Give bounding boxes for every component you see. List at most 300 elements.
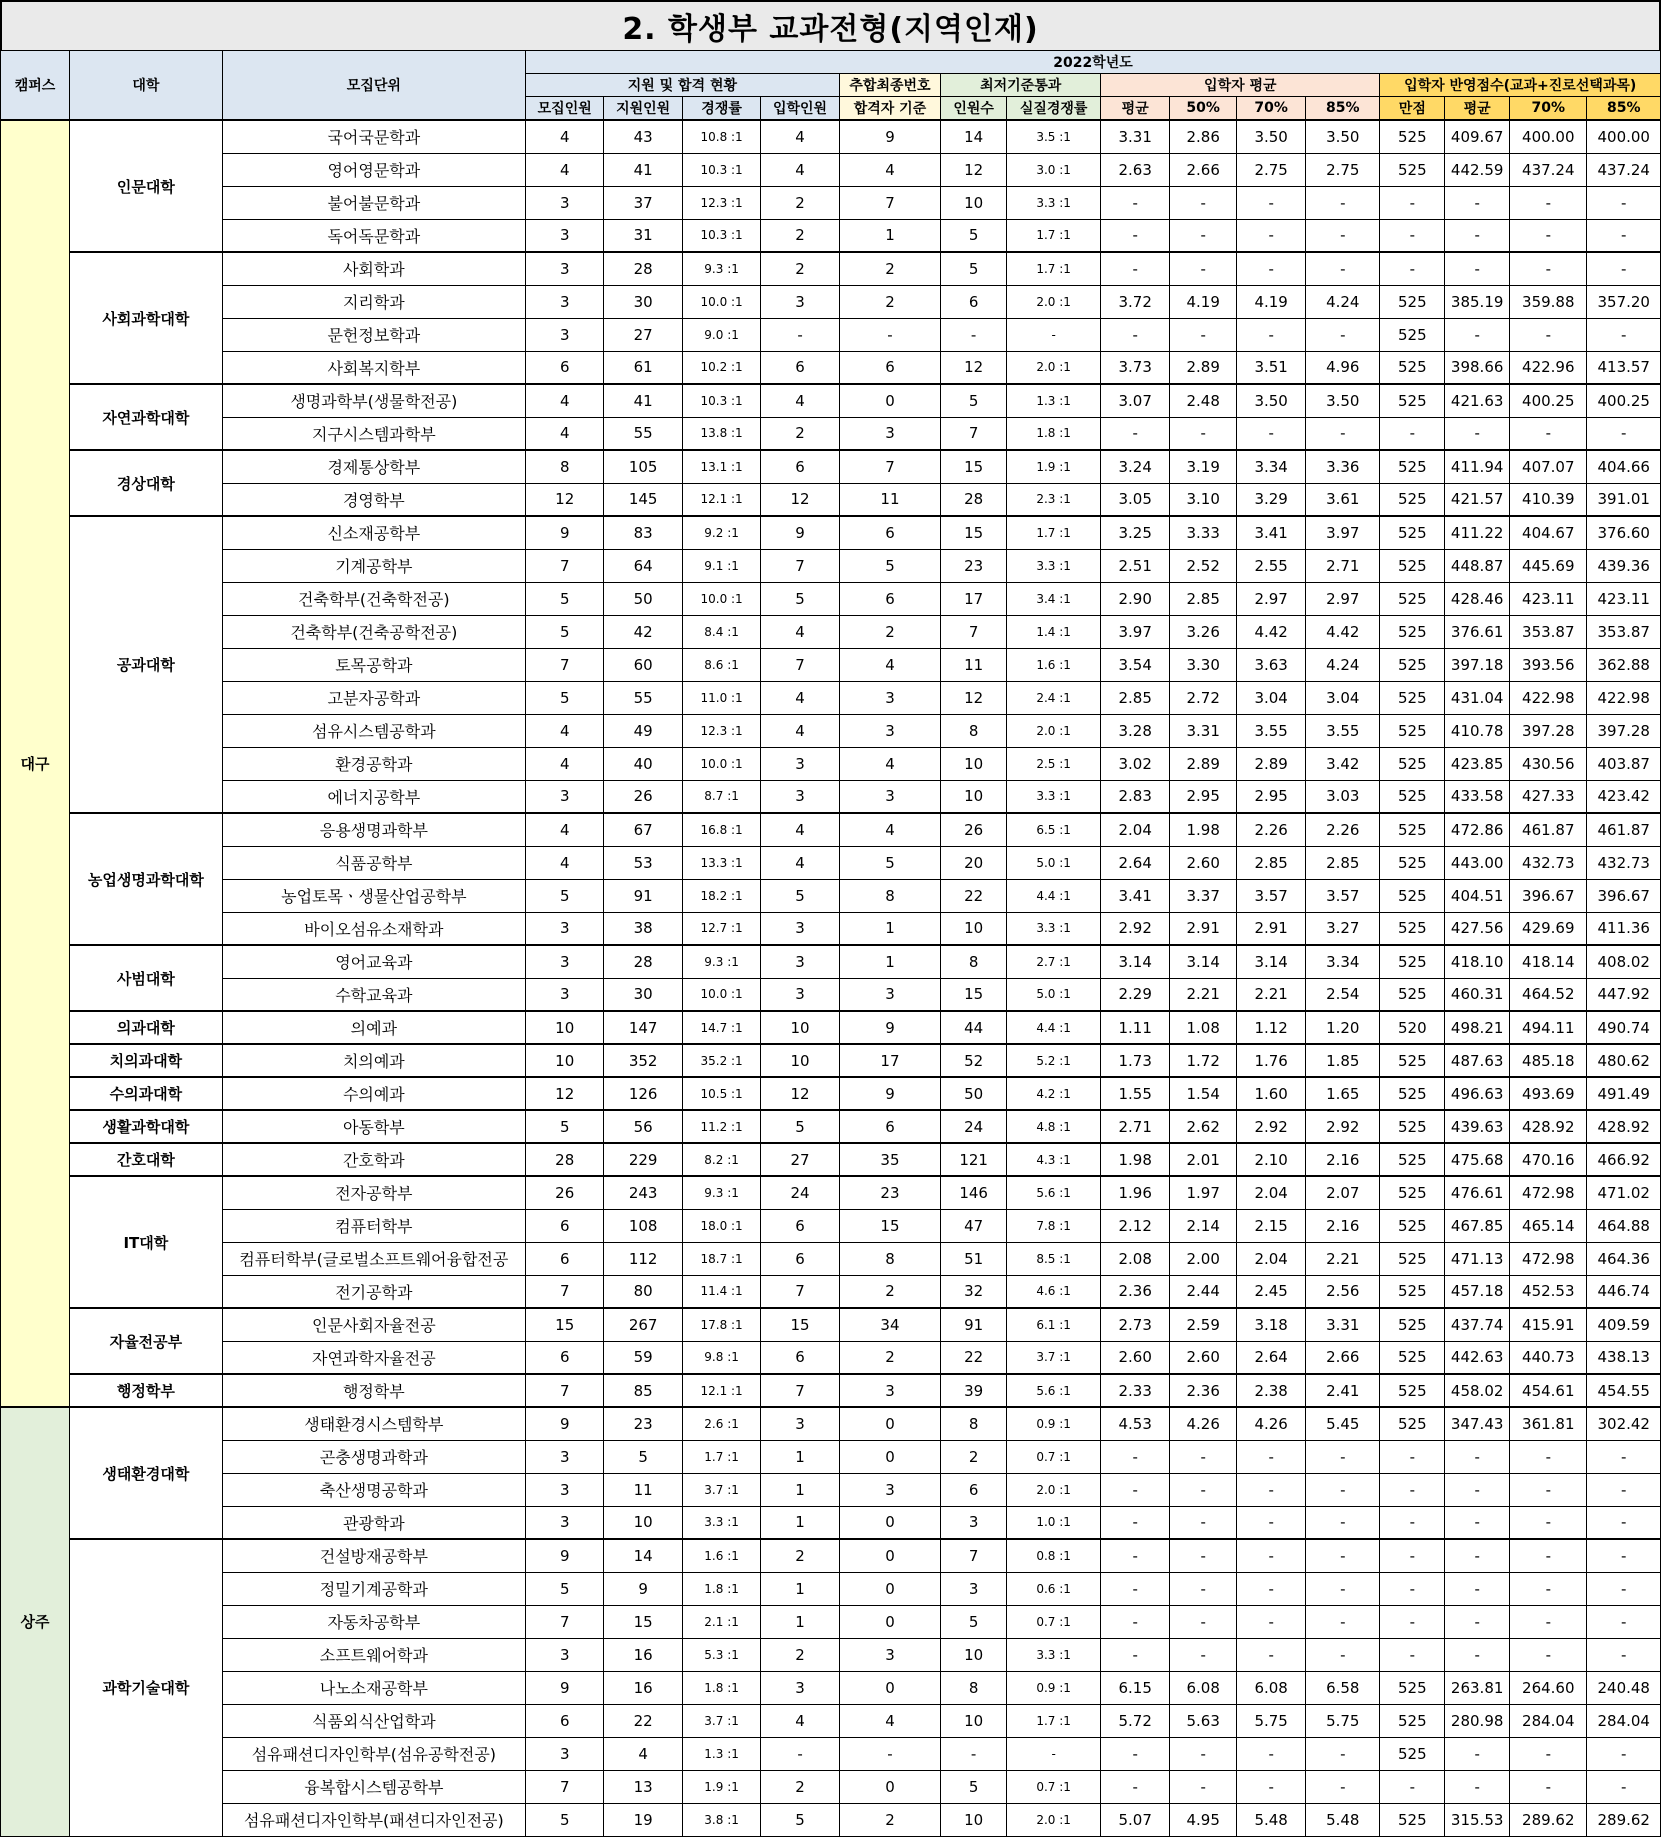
value-cell: 35 [839, 1143, 940, 1176]
value-cell: 3 [761, 945, 839, 978]
value-cell: 6.15 [1101, 1671, 1170, 1704]
value-cell: 17 [941, 582, 1007, 615]
value-cell: - [1445, 1638, 1510, 1671]
value-cell: 2.97 [1237, 582, 1306, 615]
value-cell: 4.4 :1 [1007, 879, 1101, 912]
value-cell: 2.92 [1306, 1110, 1380, 1143]
value-cell: 0 [839, 1605, 940, 1638]
value-cell: 461.87 [1587, 813, 1661, 846]
value-cell: 2.66 [1306, 1341, 1380, 1374]
value-cell: 2.91 [1237, 912, 1306, 945]
value-cell: - [1445, 1473, 1510, 1506]
value-cell: 7 [526, 1275, 604, 1308]
value-cell: 15 [839, 1209, 940, 1242]
value-cell: 2 [839, 1803, 940, 1836]
header-col: 합격자 기준 [839, 97, 940, 121]
value-cell: 3 [839, 1473, 940, 1506]
header-col: 85% [1306, 97, 1380, 121]
value-cell: - [1380, 1572, 1445, 1605]
value-cell: 2.60 [1101, 1341, 1170, 1374]
value-cell: - [1306, 1638, 1380, 1671]
value-cell: 3.42 [1306, 747, 1380, 780]
table-row [1, 186, 1661, 219]
value-cell: - [1237, 1473, 1306, 1506]
value-cell: 3.34 [1237, 450, 1306, 483]
table-row [1, 1803, 1661, 1836]
header-col: 평균 [1101, 97, 1170, 121]
campus-cell: 상주 [1, 1407, 70, 1836]
value-cell: 410.78 [1445, 714, 1510, 747]
value-cell: - [1237, 252, 1306, 285]
value-cell: 411.22 [1445, 516, 1510, 549]
value-cell: - [1587, 1440, 1661, 1473]
unit-cell: 국어국문학과 [222, 120, 525, 153]
value-cell: 2.56 [1306, 1275, 1380, 1308]
value-cell: 464.36 [1587, 1242, 1661, 1275]
value-cell: 2.21 [1170, 978, 1237, 1011]
value-cell: 439.36 [1587, 549, 1661, 582]
value-cell: 3 [839, 1638, 940, 1671]
value-cell: 40 [604, 747, 682, 780]
value-cell: 494.11 [1510, 1011, 1587, 1044]
unit-cell: 식품공학부 [222, 846, 525, 879]
value-cell: 5.0 :1 [1007, 846, 1101, 879]
value-cell: 27 [604, 318, 682, 351]
value-cell: 2.51 [1101, 549, 1170, 582]
value-cell: 80 [604, 1275, 682, 1308]
value-cell: 2.29 [1101, 978, 1170, 1011]
value-cell: 11 [941, 648, 1007, 681]
value-cell: 4 [761, 384, 839, 417]
value-cell: - [1237, 417, 1306, 450]
value-cell: 3.18 [1237, 1308, 1306, 1341]
value-cell: 5.63 [1170, 1704, 1237, 1737]
value-cell: 525 [1380, 1143, 1445, 1176]
value-cell: - [1237, 1572, 1306, 1605]
value-cell: 11.4 :1 [682, 1275, 760, 1308]
value-cell: 423.11 [1510, 582, 1587, 615]
value-cell: 2 [839, 1275, 940, 1308]
value-cell: 3.7 :1 [682, 1473, 760, 1506]
value-cell: 3 [839, 417, 940, 450]
value-cell: 12 [941, 351, 1007, 384]
value-cell: 284.04 [1510, 1704, 1587, 1737]
table-row [1, 978, 1661, 1011]
value-cell: 457.18 [1445, 1275, 1510, 1308]
value-cell: 1.6 :1 [1007, 648, 1101, 681]
unit-cell: 섬유패션디자인학부(섬유공학전공) [222, 1737, 525, 1770]
value-cell: 2.85 [1170, 582, 1237, 615]
value-cell: 17.8 :1 [682, 1308, 760, 1341]
value-cell: 445.69 [1510, 549, 1587, 582]
value-cell: 461.87 [1510, 813, 1587, 846]
value-cell: 10.5 :1 [682, 1077, 760, 1110]
unit-cell: 신소재공학부 [222, 516, 525, 549]
value-cell: 2.04 [1237, 1242, 1306, 1275]
value-cell: 83 [604, 516, 682, 549]
header-group-apply: 지원 및 합격 현황 [526, 74, 840, 97]
value-cell: - [1170, 1737, 1237, 1770]
value-cell: - [1380, 1539, 1445, 1572]
table-row [1, 351, 1661, 384]
value-cell: 4 [526, 747, 604, 780]
value-cell: 427.33 [1510, 780, 1587, 813]
unit-cell: 영어영문학과 [222, 153, 525, 186]
value-cell: 409.59 [1587, 1308, 1661, 1341]
value-cell: 454.61 [1510, 1374, 1587, 1407]
college-cell: 행정학부 [70, 1374, 223, 1407]
value-cell: 4 [761, 1704, 839, 1737]
value-cell: 3.54 [1101, 648, 1170, 681]
value-cell: 1.9 :1 [1007, 450, 1101, 483]
value-cell: 376.60 [1587, 516, 1661, 549]
value-cell: 5 [839, 846, 940, 879]
value-cell: 525 [1380, 450, 1445, 483]
value-cell: 23 [839, 1176, 940, 1209]
value-cell: - [941, 1737, 1007, 1770]
unit-cell: 전기공학과 [222, 1275, 525, 1308]
value-cell: 1.4 :1 [1007, 615, 1101, 648]
value-cell: 2 [761, 1638, 839, 1671]
value-cell: 415.91 [1510, 1308, 1587, 1341]
value-cell: 525 [1380, 1077, 1445, 1110]
value-cell: - [1510, 1638, 1587, 1671]
unit-cell: 건설방재공학부 [222, 1539, 525, 1572]
value-cell: 2 [839, 252, 940, 285]
value-cell: 2.0 :1 [1007, 714, 1101, 747]
value-cell: - [1510, 1572, 1587, 1605]
value-cell: 2.08 [1101, 1242, 1170, 1275]
value-cell: 413.57 [1587, 351, 1661, 384]
value-cell: 398.66 [1445, 351, 1510, 384]
value-cell: 264.60 [1510, 1671, 1587, 1704]
unit-cell: 식품외식산업학과 [222, 1704, 525, 1737]
table-row [1, 219, 1661, 252]
unit-cell: 인문사회자율전공 [222, 1308, 525, 1341]
value-cell: 2 [941, 1440, 1007, 1473]
value-cell: 1.11 [1101, 1011, 1170, 1044]
value-cell: 439.63 [1445, 1110, 1510, 1143]
value-cell: 0 [839, 1572, 940, 1605]
value-cell: 8 [526, 450, 604, 483]
value-cell: 3 [839, 714, 940, 747]
value-cell: 454.55 [1587, 1374, 1661, 1407]
value-cell: 108 [604, 1209, 682, 1242]
value-cell: 6 [941, 1473, 1007, 1506]
college-cell: 생활과학대학 [70, 1110, 223, 1143]
value-cell: 1.8 :1 [682, 1572, 760, 1605]
value-cell: 4.96 [1306, 351, 1380, 384]
table-row [1, 1638, 1661, 1671]
table-row [1, 681, 1661, 714]
value-cell: 525 [1380, 1275, 1445, 1308]
value-cell: - [1445, 1506, 1510, 1539]
value-cell: - [1306, 1737, 1380, 1770]
table-row [1, 582, 1661, 615]
value-cell: 8.7 :1 [682, 780, 760, 813]
value-cell: 1.0 :1 [1007, 1506, 1101, 1539]
value-cell: 55 [604, 417, 682, 450]
header-group-min: 최저기준통과 [941, 74, 1101, 97]
unit-cell: 컴퓨터학부 [222, 1209, 525, 1242]
table-row [1, 549, 1661, 582]
value-cell: 3.57 [1237, 879, 1306, 912]
value-cell: 432.73 [1587, 846, 1661, 879]
value-cell: 2.63 [1101, 153, 1170, 186]
value-cell: 3.7 :1 [682, 1704, 760, 1737]
value-cell: 6 [526, 351, 604, 384]
unit-cell: 생명과학부(생물학전공) [222, 384, 525, 417]
value-cell: - [839, 318, 940, 351]
table-row [1, 846, 1661, 879]
value-cell: 2.95 [1170, 780, 1237, 813]
value-cell: 446.74 [1587, 1275, 1661, 1308]
value-cell: 5 [941, 384, 1007, 417]
college-cell: 의과대학 [70, 1011, 223, 1044]
value-cell: 400.00 [1587, 120, 1661, 153]
value-cell: 28 [941, 483, 1007, 516]
table-row [1, 1407, 1661, 1440]
value-cell: 3.04 [1237, 681, 1306, 714]
table-row [1, 747, 1661, 780]
value-cell: - [1380, 252, 1445, 285]
value-cell: 64 [604, 549, 682, 582]
value-cell: 1 [761, 1605, 839, 1638]
value-cell: - [1380, 1638, 1445, 1671]
value-cell: 2.52 [1170, 549, 1237, 582]
value-cell: - [1101, 1506, 1170, 1539]
value-cell: 6.58 [1306, 1671, 1380, 1704]
value-cell: 357.20 [1587, 285, 1661, 318]
value-cell: 3.02 [1101, 747, 1170, 780]
table-row [1, 120, 1661, 153]
value-cell: 3.50 [1237, 384, 1306, 417]
value-cell: 400.25 [1587, 384, 1661, 417]
value-cell: 8 [941, 945, 1007, 978]
value-cell: 525 [1380, 1308, 1445, 1341]
value-cell: 1.98 [1170, 813, 1237, 846]
value-cell: 525 [1380, 846, 1445, 879]
value-cell: - [1445, 1539, 1510, 1572]
value-cell: 8.6 :1 [682, 648, 760, 681]
value-cell: 3.37 [1170, 879, 1237, 912]
value-cell: 2.04 [1101, 813, 1170, 846]
value-cell: 10 [941, 1803, 1007, 1836]
value-cell: 4 [839, 648, 940, 681]
value-cell: 5.75 [1237, 1704, 1306, 1737]
value-cell: 472.98 [1510, 1242, 1587, 1275]
value-cell: 1.96 [1101, 1176, 1170, 1209]
value-cell: 2.89 [1170, 351, 1237, 384]
value-cell: 26 [941, 813, 1007, 846]
value-cell: 4 [761, 681, 839, 714]
value-cell: 3.31 [1101, 120, 1170, 153]
value-cell: 1.73 [1101, 1044, 1170, 1077]
college-cell: 농업생명과학대학 [70, 813, 223, 945]
value-cell: 525 [1380, 813, 1445, 846]
value-cell: 19 [604, 1803, 682, 1836]
table-row [1, 879, 1661, 912]
value-cell: - [1170, 252, 1237, 285]
value-cell: 2.66 [1170, 153, 1237, 186]
table-row [1, 1341, 1661, 1374]
value-cell: 146 [941, 1176, 1007, 1209]
value-cell: 0.8 :1 [1007, 1539, 1101, 1572]
value-cell: 0 [839, 1407, 940, 1440]
value-cell: 3.29 [1237, 483, 1306, 516]
value-cell: 16 [604, 1638, 682, 1671]
value-cell: - [761, 318, 839, 351]
value-cell: 421.57 [1445, 483, 1510, 516]
value-cell: 49 [604, 714, 682, 747]
value-cell: 397.18 [1445, 648, 1510, 681]
value-cell: 10.0 :1 [682, 747, 760, 780]
value-cell: 3.14 [1101, 945, 1170, 978]
value-cell: 6 [526, 1704, 604, 1737]
value-cell: 525 [1380, 1176, 1445, 1209]
value-cell: 3.7 :1 [1007, 1341, 1101, 1374]
value-cell: 284.04 [1587, 1704, 1661, 1737]
table-row [1, 1572, 1661, 1605]
value-cell: 3.28 [1101, 714, 1170, 747]
table-row [1, 1275, 1661, 1308]
value-cell: 2.04 [1237, 1176, 1306, 1209]
value-cell: 2.71 [1306, 549, 1380, 582]
value-cell: 2.5 :1 [1007, 747, 1101, 780]
value-cell: 10.3 :1 [682, 384, 760, 417]
value-cell: - [1587, 1572, 1661, 1605]
value-cell: 5.48 [1237, 1803, 1306, 1836]
value-cell: 5.6 :1 [1007, 1176, 1101, 1209]
value-cell: 4 [526, 153, 604, 186]
unit-cell: 지리학과 [222, 285, 525, 318]
unit-cell: 나노소재공학부 [222, 1671, 525, 1704]
value-cell: 2.1 :1 [682, 1605, 760, 1638]
unit-cell: 관광학과 [222, 1506, 525, 1539]
value-cell: - [1306, 1539, 1380, 1572]
value-cell: 112 [604, 1242, 682, 1275]
value-cell: 243 [604, 1176, 682, 1209]
value-cell: 16 [604, 1671, 682, 1704]
value-cell: - [1510, 1506, 1587, 1539]
value-cell: - [1380, 1473, 1445, 1506]
value-cell: 0.6 :1 [1007, 1572, 1101, 1605]
value-cell: 6 [761, 351, 839, 384]
value-cell: 7 [941, 615, 1007, 648]
table-row [1, 1374, 1661, 1407]
value-cell: - [1170, 1539, 1237, 1572]
value-cell: 4 [526, 714, 604, 747]
value-cell: 422.96 [1510, 351, 1587, 384]
value-cell: 493.69 [1510, 1077, 1587, 1110]
value-cell: 2.72 [1170, 681, 1237, 714]
value-cell: 3 [839, 1374, 940, 1407]
value-cell: 1.3 :1 [1007, 384, 1101, 417]
value-cell: - [1237, 318, 1306, 351]
value-cell: 4 [526, 813, 604, 846]
unit-cell: 곤충생명과학과 [222, 1440, 525, 1473]
value-cell: 0.7 :1 [1007, 1770, 1101, 1803]
value-cell: 2.59 [1170, 1308, 1237, 1341]
value-cell: 1.8 :1 [1007, 417, 1101, 450]
value-cell: 6.08 [1170, 1671, 1237, 1704]
table-row [1, 648, 1661, 681]
value-cell: 1.7 :1 [682, 1440, 760, 1473]
value-cell: 3.03 [1306, 780, 1380, 813]
value-cell: - [1237, 1638, 1306, 1671]
value-cell: 8 [941, 1671, 1007, 1704]
table-row [1, 1539, 1661, 1572]
header-year: 2022학년도 [526, 51, 1661, 74]
value-cell: 7 [839, 186, 940, 219]
value-cell: 2.38 [1237, 1374, 1306, 1407]
table-row [1, 483, 1661, 516]
value-cell: 43 [604, 120, 682, 153]
unit-cell: 경제통상학부 [222, 450, 525, 483]
value-cell: 3.33 [1170, 516, 1237, 549]
value-cell: 2.3 :1 [1007, 483, 1101, 516]
table-row [1, 1044, 1661, 1077]
value-cell: - [1101, 417, 1170, 450]
value-cell: 10 [941, 1638, 1007, 1671]
value-cell: - [1510, 186, 1587, 219]
value-cell: - [1170, 1506, 1237, 1539]
value-cell: 15 [761, 1308, 839, 1341]
value-cell: 525 [1380, 120, 1445, 153]
value-cell: 411.94 [1445, 450, 1510, 483]
value-cell: 4.53 [1101, 1407, 1170, 1440]
value-cell: 22 [604, 1704, 682, 1737]
value-cell: 2.89 [1237, 747, 1306, 780]
value-cell: 28 [604, 945, 682, 978]
value-cell: 2.91 [1170, 912, 1237, 945]
value-cell: 496.63 [1445, 1077, 1510, 1110]
value-cell: 525 [1380, 153, 1445, 186]
value-cell: 2.4 :1 [1007, 681, 1101, 714]
table-row [1, 1011, 1661, 1044]
value-cell: 3 [526, 945, 604, 978]
value-cell: 7 [761, 1275, 839, 1308]
value-cell: 9.3 :1 [682, 1176, 760, 1209]
header-group-score: 입학자 반영점수(교과+진로선택과목) [1380, 74, 1661, 97]
value-cell: 12 [526, 1077, 604, 1110]
value-cell: 437.74 [1445, 1308, 1510, 1341]
value-cell: 3 [526, 978, 604, 1011]
value-cell: 1.55 [1101, 1077, 1170, 1110]
value-cell: 2.07 [1306, 1176, 1380, 1209]
value-cell: 60 [604, 648, 682, 681]
value-cell: 12.1 :1 [682, 1374, 760, 1407]
value-cell: 5.2 :1 [1007, 1044, 1101, 1077]
value-cell: 525 [1380, 1704, 1445, 1737]
value-cell: 525 [1380, 681, 1445, 714]
value-cell: 3.61 [1306, 483, 1380, 516]
value-cell: 404.66 [1587, 450, 1661, 483]
value-cell: 6 [839, 351, 940, 384]
value-cell: 10 [761, 1044, 839, 1077]
value-cell: 2.90 [1101, 582, 1170, 615]
value-cell: 2 [839, 615, 940, 648]
value-cell: 5 [526, 879, 604, 912]
value-cell: 12.3 :1 [682, 186, 760, 219]
value-cell: 3.5 :1 [1007, 120, 1101, 153]
header-col: 평균 [1445, 97, 1510, 121]
unit-cell: 컴퓨터학부(글로벌소프트웨어융합전공 [222, 1242, 525, 1275]
value-cell: 5 [526, 582, 604, 615]
value-cell: 4.19 [1237, 285, 1306, 318]
unit-cell: 환경공학과 [222, 747, 525, 780]
header-unit: 모집단위 [222, 51, 525, 121]
